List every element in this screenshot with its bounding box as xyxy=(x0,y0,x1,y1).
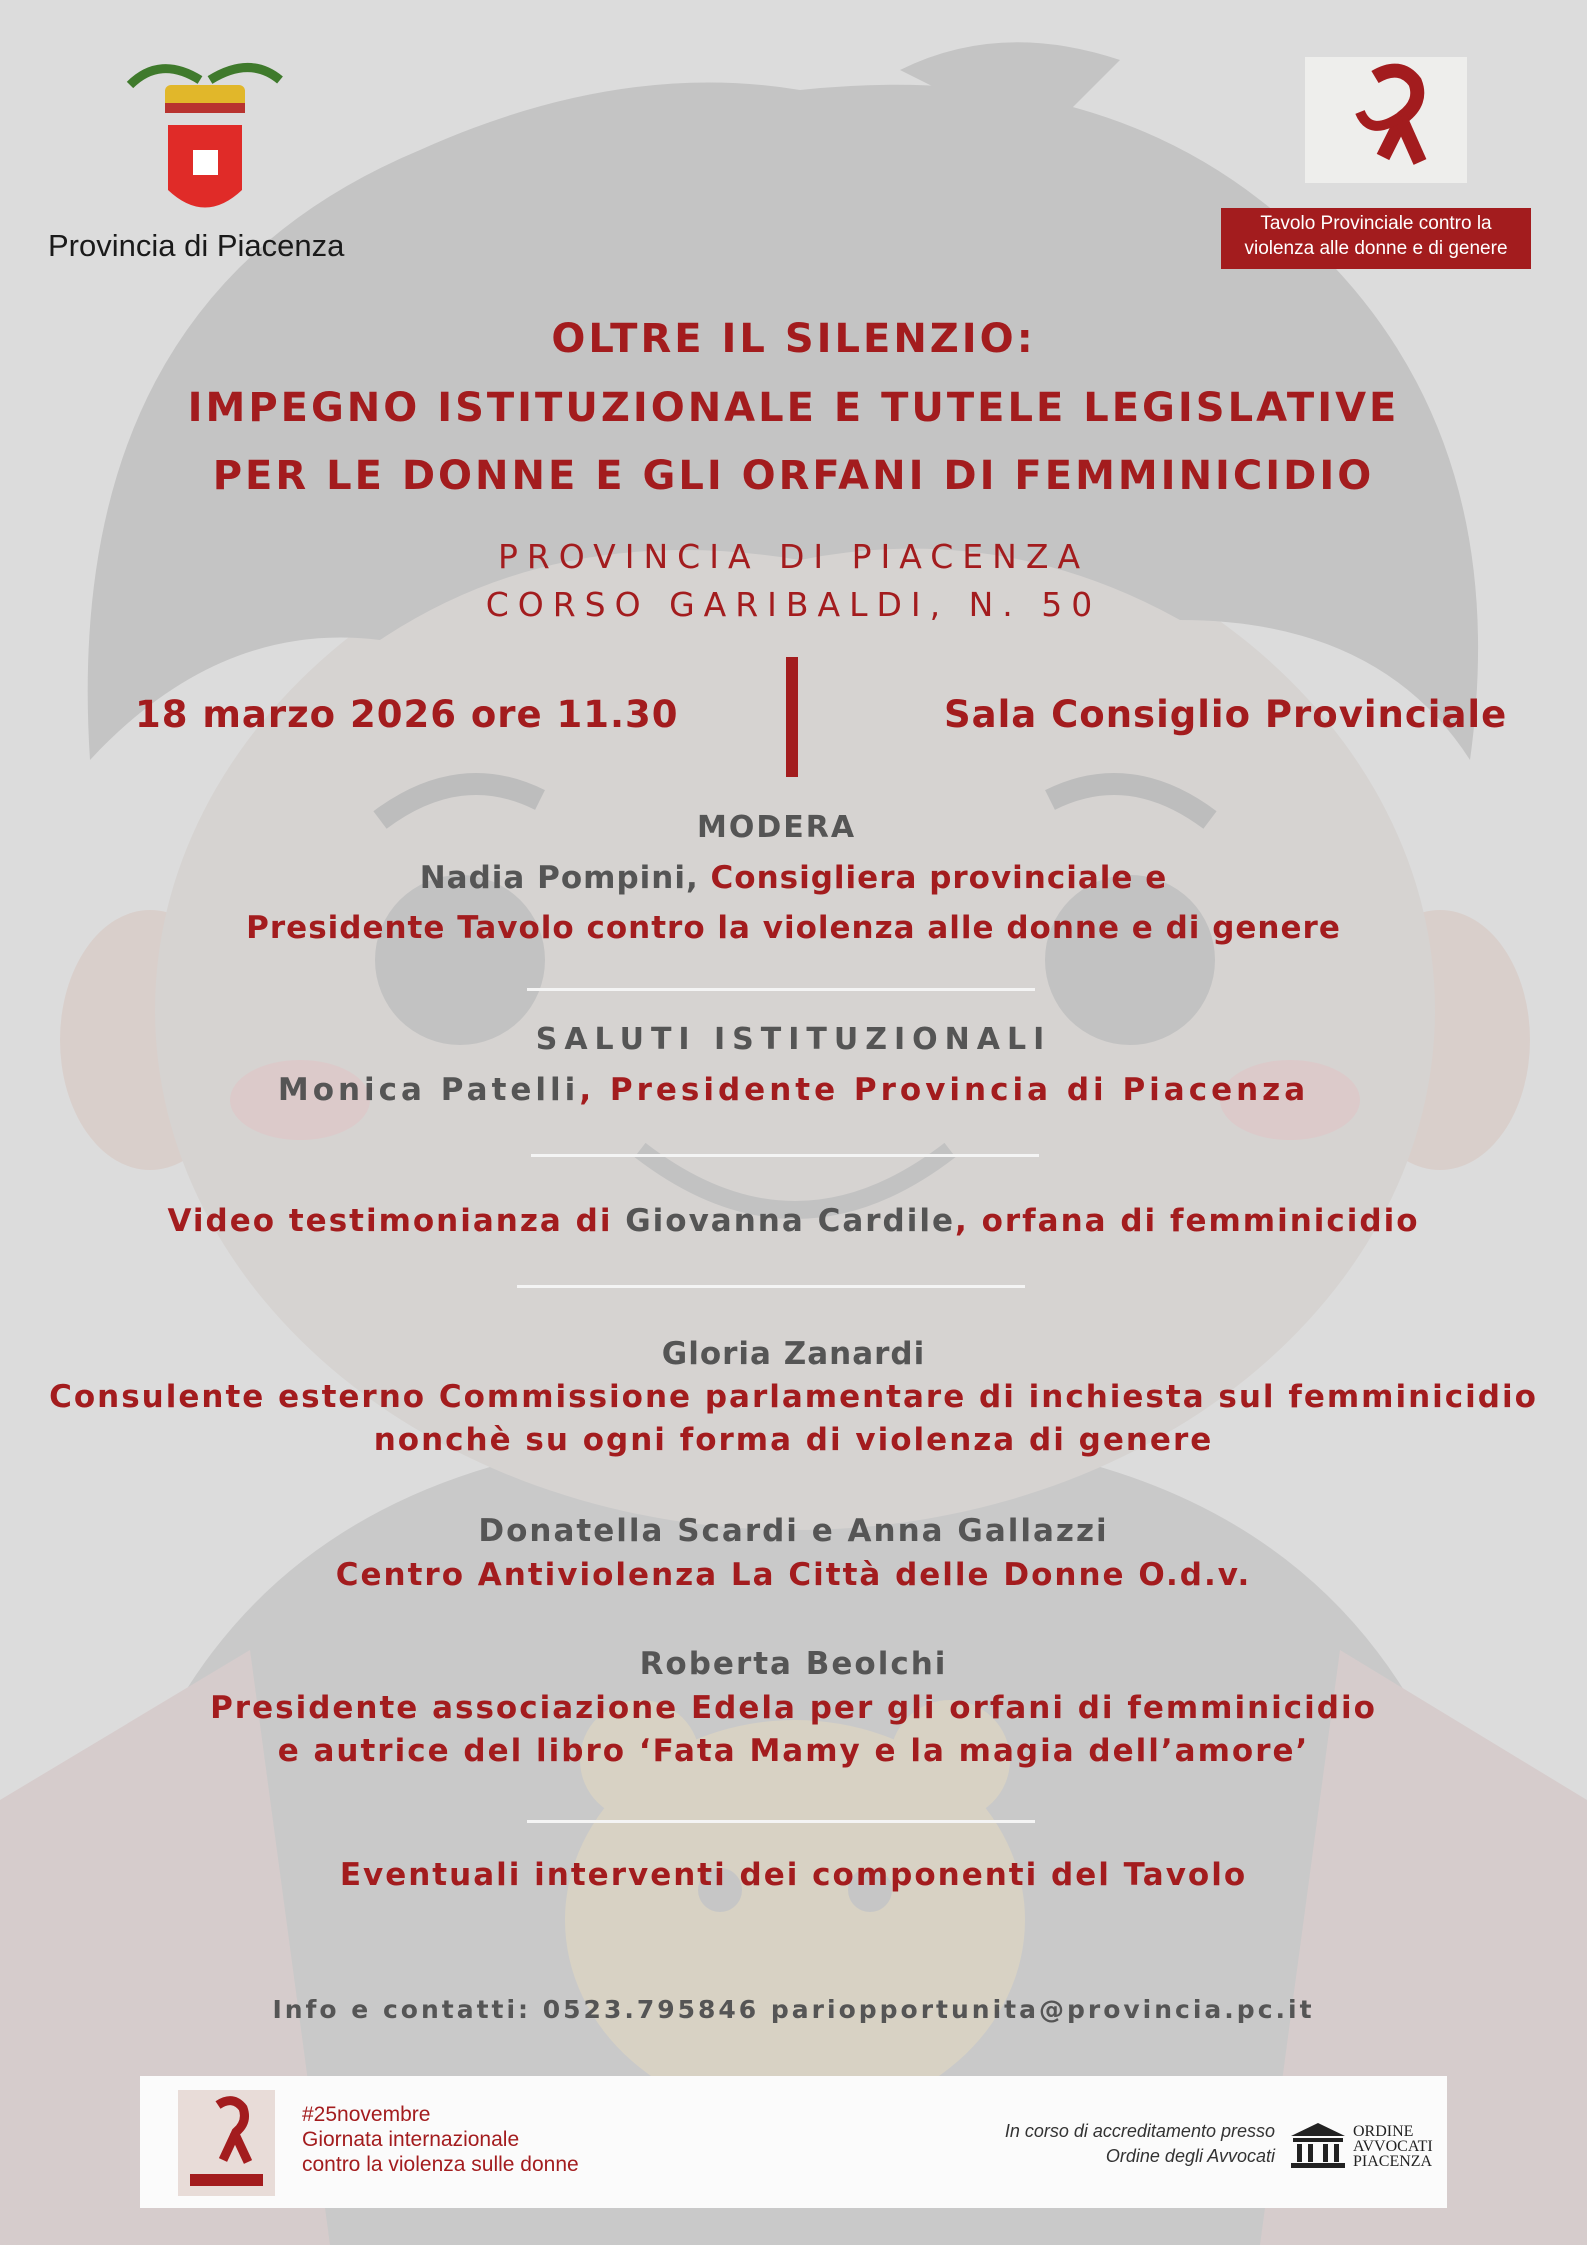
footer xyxy=(140,2076,1447,2208)
accreditation-line-1: In corso di accreditamento presso xyxy=(1004,2121,1275,2141)
tavolo-logo xyxy=(1305,57,1467,183)
speaker-1-role-2: nonchè su ogni forma di violenza di genere xyxy=(373,1422,1214,1458)
video-suffix: , orfana di femminicidio xyxy=(955,1203,1420,1239)
event-date: 18 marzo 2026 ore 11.30 xyxy=(135,693,679,736)
saluti-line xyxy=(0,1072,1587,1108)
ordine-text xyxy=(1353,2124,1433,2169)
footer-hashtag: #25novembre xyxy=(302,2103,431,2126)
footer-awareness-text xyxy=(302,2102,579,2177)
contacts-line: Info e contatti: 0523.795846 pariopportunita@provincia.pc.it xyxy=(272,1995,1315,2024)
courthouse-icon xyxy=(1287,2120,1349,2170)
saluti-label: SALUTI ISTITUZIONALI xyxy=(535,1022,1052,1057)
modera-label: MODERA xyxy=(697,810,857,845)
divider-3 xyxy=(517,1285,1025,1288)
accreditation-line-2: Ordine degli Avvocati xyxy=(1105,2146,1275,2166)
speaker-1-name: Gloria Zanardi xyxy=(661,1336,926,1372)
tavolo-label-line2: violenza alle donne e di genere xyxy=(1244,238,1508,259)
footer-accreditation xyxy=(875,2119,1275,2169)
ribbon-icon xyxy=(1305,57,1467,183)
saluti-name: Monica Patelli xyxy=(277,1072,580,1108)
ordine-line-1: ORDINE xyxy=(1353,2123,1414,2140)
video-prefix: Video testimonianza di xyxy=(167,1203,626,1239)
title-line-3: PER LE DONNE E GLI ORFANI DI FEMMINICIDIO xyxy=(212,453,1375,499)
ribbon-icon xyxy=(178,2090,275,2196)
speaker-3-name: Roberta Beolchi xyxy=(639,1646,948,1682)
event-room: Sala Consiglio Provinciale xyxy=(944,693,1508,736)
footer-logo xyxy=(178,2090,275,2196)
divider-4 xyxy=(527,1820,1035,1823)
video-name: Giovanna Cardile xyxy=(625,1203,956,1239)
speaker-1-role-1: Consulente esterno Commissione parlamentare di inchiesta sul femminicidio xyxy=(49,1379,1538,1415)
ordine-line-2: AVVOCATI xyxy=(1353,2138,1433,2155)
province-logo xyxy=(120,55,290,225)
speaker-2-role-1: Centro Antiviolenza La Città delle Donne O.d.v. xyxy=(335,1557,1252,1593)
location-line-1: PROVINCIA DI PIACENZA xyxy=(497,537,1090,576)
footer-line-3: contro la violenza sulle donne xyxy=(302,2153,579,2176)
title-line-1: OLTRE IL SILENZIO: xyxy=(551,316,1036,362)
video-line xyxy=(0,1203,1587,1239)
speaker-2-name: Donatella Scardi e Anna Gallazzi xyxy=(478,1513,1109,1549)
ordine-logo xyxy=(1287,2114,1437,2178)
title-line-2: IMPEGNO ISTITUZIONALE E TUTELE LEGISLATIVE xyxy=(187,385,1400,431)
province-name: Provincia di Piacenza xyxy=(48,228,345,263)
tavolo-label-line1: Tavolo Provinciale contro la xyxy=(1260,213,1492,234)
tavolo-label xyxy=(1221,208,1531,269)
modera-line xyxy=(0,860,1587,896)
modera-name: Nadia Pompini, xyxy=(419,860,699,896)
speaker-3-role-1: Presidente associazione Edela per gli orfani di femminicidio xyxy=(210,1690,1377,1726)
modera-role-2: Presidente Tavolo contro la violenza alle donne e di genere xyxy=(246,910,1341,946)
ordine-line-3: PIACENZA xyxy=(1353,2153,1433,2170)
speaker-3-role-2: e autrice del libro ‘Fata Mamy e la magia dell’amore’ xyxy=(277,1733,1310,1769)
divider-1 xyxy=(527,988,1035,991)
divider-2 xyxy=(531,1154,1039,1157)
location-line-2: CORSO GARIBALDI, N. 50 xyxy=(485,585,1102,624)
province-crest-icon xyxy=(120,55,290,225)
modera-role-1: Consigliera provinciale e xyxy=(698,860,1168,896)
vertical-separator xyxy=(786,657,798,777)
saluti-role: , Presidente Provincia di Piacenza xyxy=(579,1072,1310,1108)
closing-line: Eventuali interventi dei componenti del Tavolo xyxy=(339,1857,1248,1893)
footer-line-2: Giornata internazionale xyxy=(302,2128,520,2151)
